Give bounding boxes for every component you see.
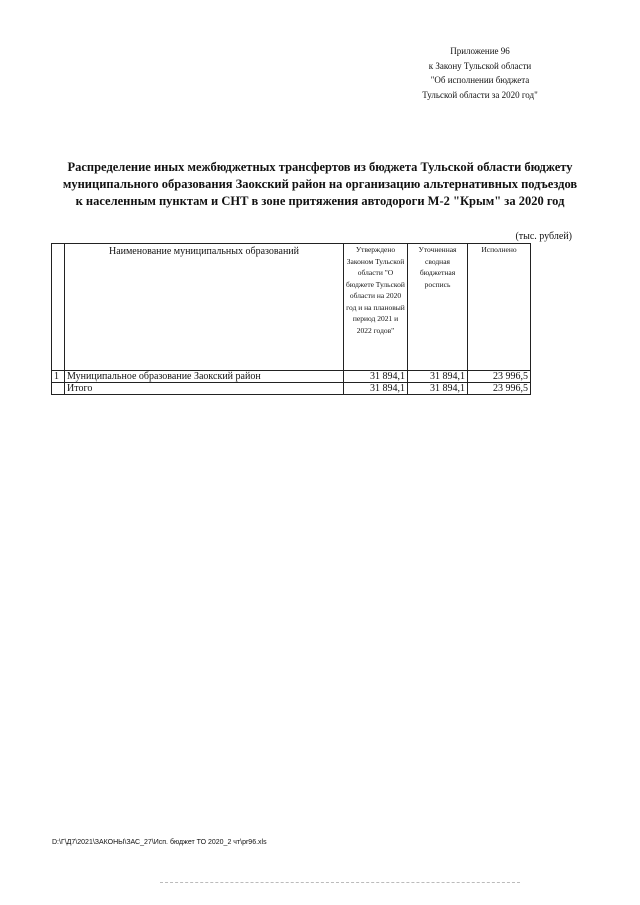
appendix-law-ref: к Закону Тульской области [428,60,532,71]
total-number-cell [52,383,65,395]
transfers-table [51,243,531,395]
title-line-3: к населенным пунктам и СНТ в зоне притяжения автодороги М-2 "Крым" за 2020 год [75,194,565,208]
table-row [52,371,531,383]
total-executed: 23 996,5 [468,383,531,395]
appendix-number: Приложение 96 [450,46,510,56]
row-name: Муниципальное образование Заокский район [65,371,344,383]
header-refined: Уточненная сводная бюджетная роспись [408,244,468,371]
units-label: (тыс. рублей) [515,231,572,242]
document-title [40,159,600,210]
file-path: D:\Г\Д7\2021\ЗАКОНЫ\ЗАС_27\Исп. бюджет ТО 2020_2 чт\pr96.xls [52,839,267,846]
header-approved: Утверждено Законом Тульской области "О бюджете Тульской области на 2020 год и на плановый период 2021 и 2022 годов" [344,244,408,371]
appendix-law-title-2: Тульской области за 2020 год" [422,89,538,100]
row-executed: 23 996,5 [468,371,531,383]
title-line-1: Распределение иных межбюджетных трансфертов из бюджета Тульской области бюджету [67,160,573,174]
header-number-cell [52,244,65,371]
table-header-row [52,244,531,371]
title-line-2: муниципального образования Заокский район на организацию альтернативных подъездов [62,177,578,191]
total-approved: 31 894,1 [344,383,408,395]
scan-artifact-line [160,882,520,883]
header-executed: Исполнено [468,244,531,371]
total-row [52,383,531,395]
header-name: Наименование муниципальных образований [65,244,344,371]
appendix-header [380,44,580,102]
total-refined: 31 894,1 [408,383,468,395]
total-label: Итого [65,383,344,395]
row-number: 1 [52,371,65,383]
row-refined: 31 894,1 [408,371,468,383]
appendix-law-title-1: "Об исполнении бюджета [430,75,530,85]
row-approved: 31 894,1 [344,371,408,383]
